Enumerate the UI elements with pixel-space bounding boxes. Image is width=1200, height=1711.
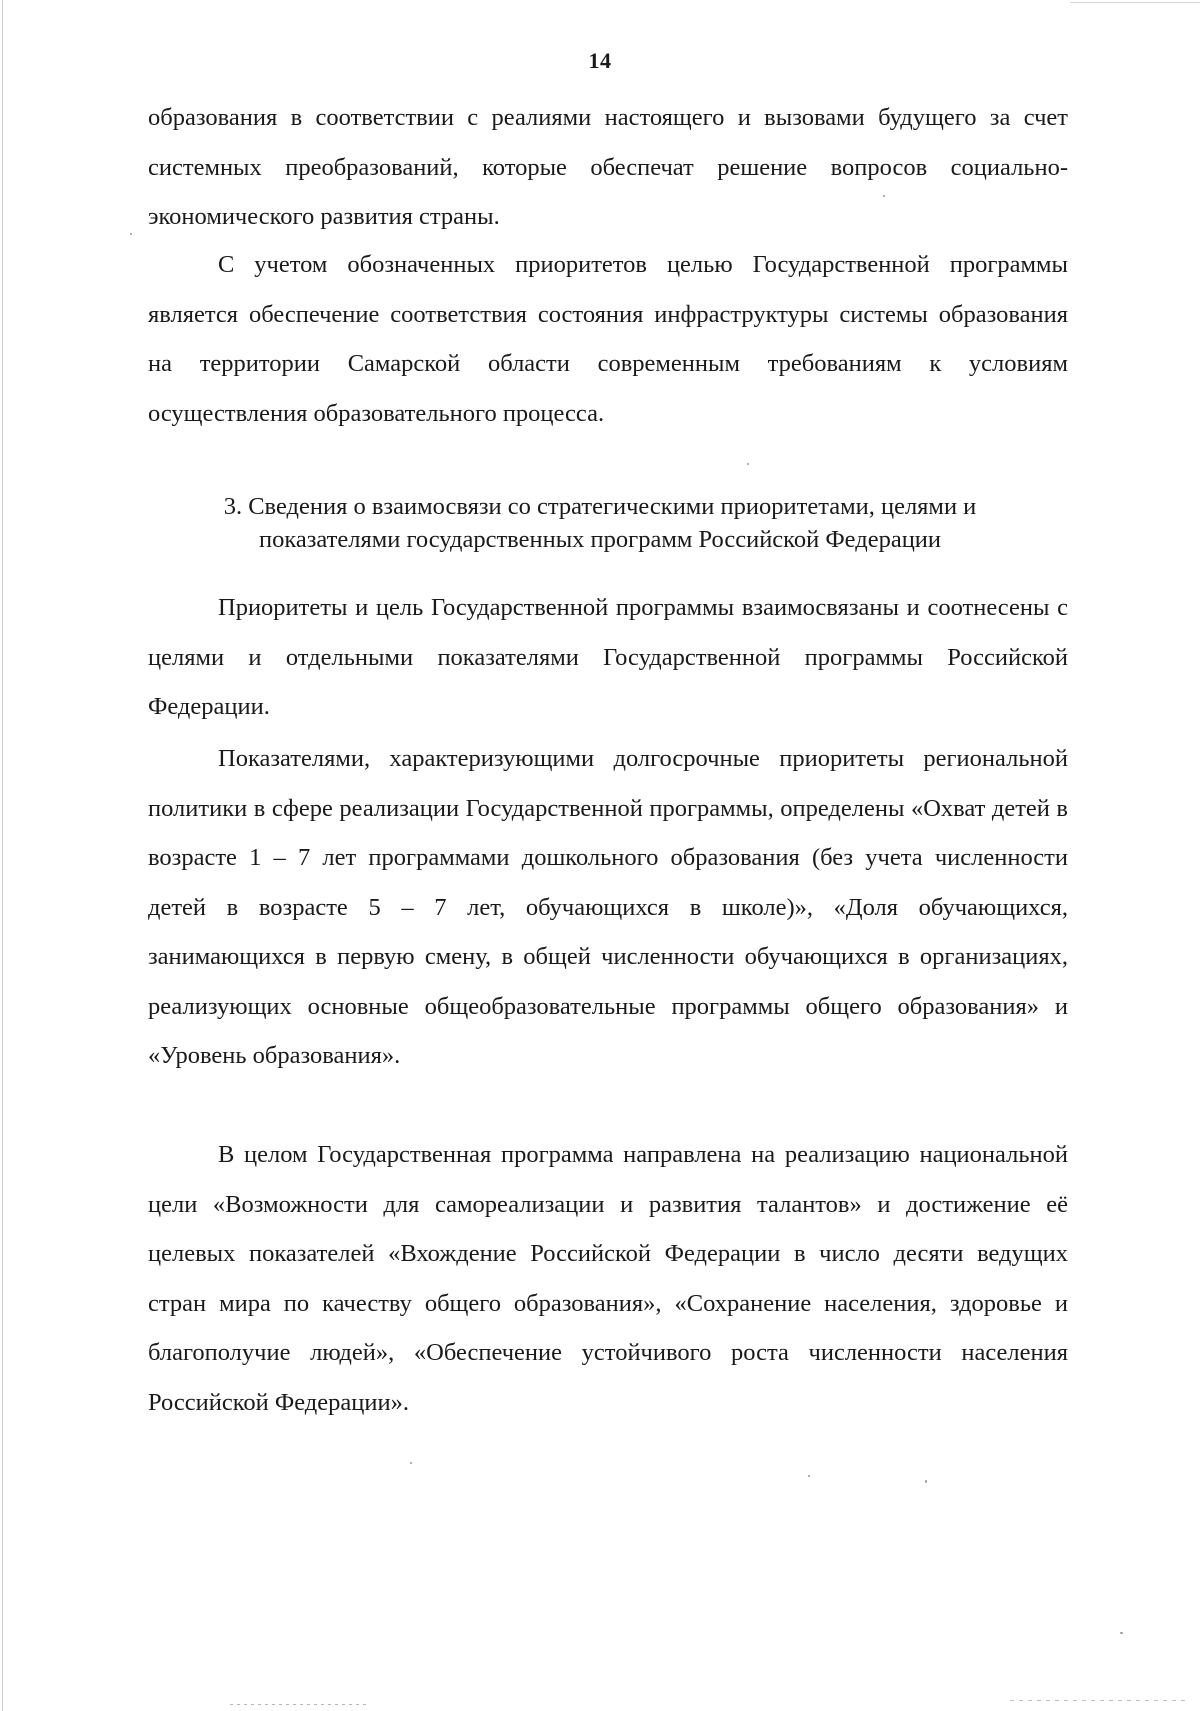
scan-speck [130, 233, 132, 235]
scan-speck [1120, 1632, 1123, 1634]
page-number: 14 [588, 48, 612, 73]
scan-speck [808, 1475, 810, 1477]
scan-top-edge [1070, 2, 1200, 3]
scan-speck [925, 1480, 927, 1483]
paragraph-priorities: Приоритеты и цель Государственной программы взаимосвязаны и соотнесены с целями и отдельными показателями Государственной программы Российской Федерации. [148, 594, 1068, 720]
scan-left-edge [2, 0, 3, 1711]
paragraph-program-goal: С учетом обозначенных приоритетов целью Государственной программы является обеспечение соответствия состояния инфраструктуры системы образования на территории Самарской области современным требованиям к условиям осуществления образовательного процесса. [148, 251, 1068, 427]
scan-speck [410, 1462, 412, 1464]
scan-artifact-bottom-right [1010, 1700, 1190, 1701]
paragraph-continuation: образования в соответствии с реалиями настоящего и вызовами будущего за счет системных преобразований, которые обеспечат решение вопросов социально-экономического развития страны. [148, 104, 1068, 230]
scan-artifact-bottom [230, 1704, 370, 1705]
section-heading: 3. Сведения о взаимосвязи со стратегическими приоритетами, целями и показателями государственных программ Российской Федерации [223, 493, 977, 553]
paragraph-national-goal: В целом Государственная программа направлена на реализацию национальной цели «Возможности для самореализации и развития талантов» и достижение её целевых показателей «Вхождение Российской Федерации в число десяти ведущих стран мира по качеству общего образования», «Сохранение населения, здоровье и благополучие людей», «Обеспечение устойчивого роста численности населения Российской Федерации». [148, 1141, 1068, 1416]
scan-speck [883, 195, 885, 197]
scan-speck [747, 463, 749, 465]
paragraph-indicators: Показателями, характеризующими долгосрочные приоритеты региональной политики в сфере реализации Государственной программы, определены «Охват детей в возрасте 1 – 7 лет программами дошкольного образования (без учета численности детей в возрасте 5 – 7 лет, обучающихся в школе)», «Доля обучающихся, занимающихся в первую смену, в общей численности обучающихся в организациях, реализующих основные общеобразовательные программы общего образования» и «Уровень образования». [148, 745, 1068, 1069]
